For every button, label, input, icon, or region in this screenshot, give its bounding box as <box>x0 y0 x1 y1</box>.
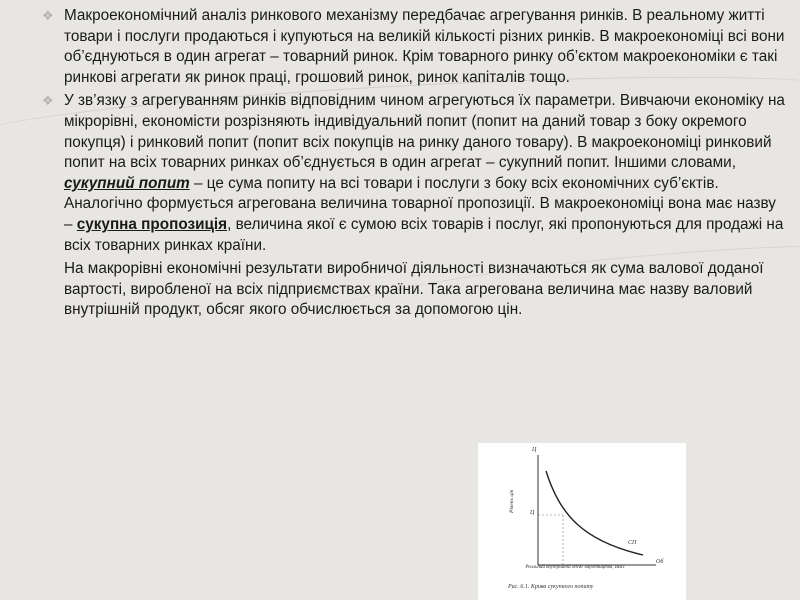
figure-caption: Рис. 6.1. Крива сукупного попиту <box>508 584 594 590</box>
paragraph-2-text-c: , величина якої є сумою всіх товарів і послуг, які пропонуються для продажі на всіх товарних ринках країни. <box>64 215 784 254</box>
slide-content <box>42 6 787 324</box>
bullet-icon: ❖ <box>42 8 54 23</box>
paragraph-aggregation <box>42 6 787 88</box>
paragraph-aggregate-demand <box>42 91 787 256</box>
term-aggregate-supply: сукупна пропозиція <box>76 215 228 233</box>
curve-label: СП <box>628 540 637 546</box>
paragraph-3-text: На макрорівні економічні результати виробничої діяльності визначаються як сума валової доданої вартості, виробленої на всіх підприємствах країни. Така агрегована величина має назву валовий внутрішній продукт, обсяг якого обчислюється за допомогою цін. <box>64 260 764 319</box>
paragraph-1-text: Макроекономічний аналіз ринкового механізму передбачає агрегування ринків. В реальному житті товари і послуги продаються і купуються на великій кількості різних ринків. В макроекономіці всі вони об’єднуються в один агрегат – товарний ринок. Крім товарного ринку об’єктом макроекономіки є такі ринкові агрегати як ринок праці, грошовий ринок, ринок капіталів тощо. <box>64 7 785 86</box>
bullet-icon: ❖ <box>42 93 54 109</box>
paragraph-gdp <box>42 259 787 321</box>
term-aggregate-demand: сукупний попит <box>64 174 190 192</box>
y-axis-label: Рівень цін <box>509 489 515 513</box>
aggregate-demand-chart <box>478 443 686 600</box>
y-axis-top-label: Ц <box>532 447 537 453</box>
aggregate-demand-figure <box>478 443 686 600</box>
y-mid-label: Ц <box>530 510 535 516</box>
x-axis-end-label: Об <box>656 559 664 565</box>
x-axis-label: Реальний внутрішній обсяг виробництва, ВВП <box>525 565 625 570</box>
paragraph-2-text-a: У зв’язку з агрегуванням ринків відповідним чином агрегуються їх параметри. Вивчаючи економіку на мікрорівні, економісти розрізняють індивідуальний попит (попит на даний товар з боку окремого покупця) і ринковий попит (попит всіх покупців на ринку даного товару). В макроекономіці ринковий попит на всіх товарних ринках об’єднується в один агрегат – сукупний попит. Іншими словами, <box>64 92 785 172</box>
paragraph-2-text-b: – це сума попиту на всі товари і послуги з боку всіх економічних суб’єктів. Аналогічно формується агрегована величина товарної пропозиції. В макроекономіці вона має назву – <box>64 174 776 233</box>
